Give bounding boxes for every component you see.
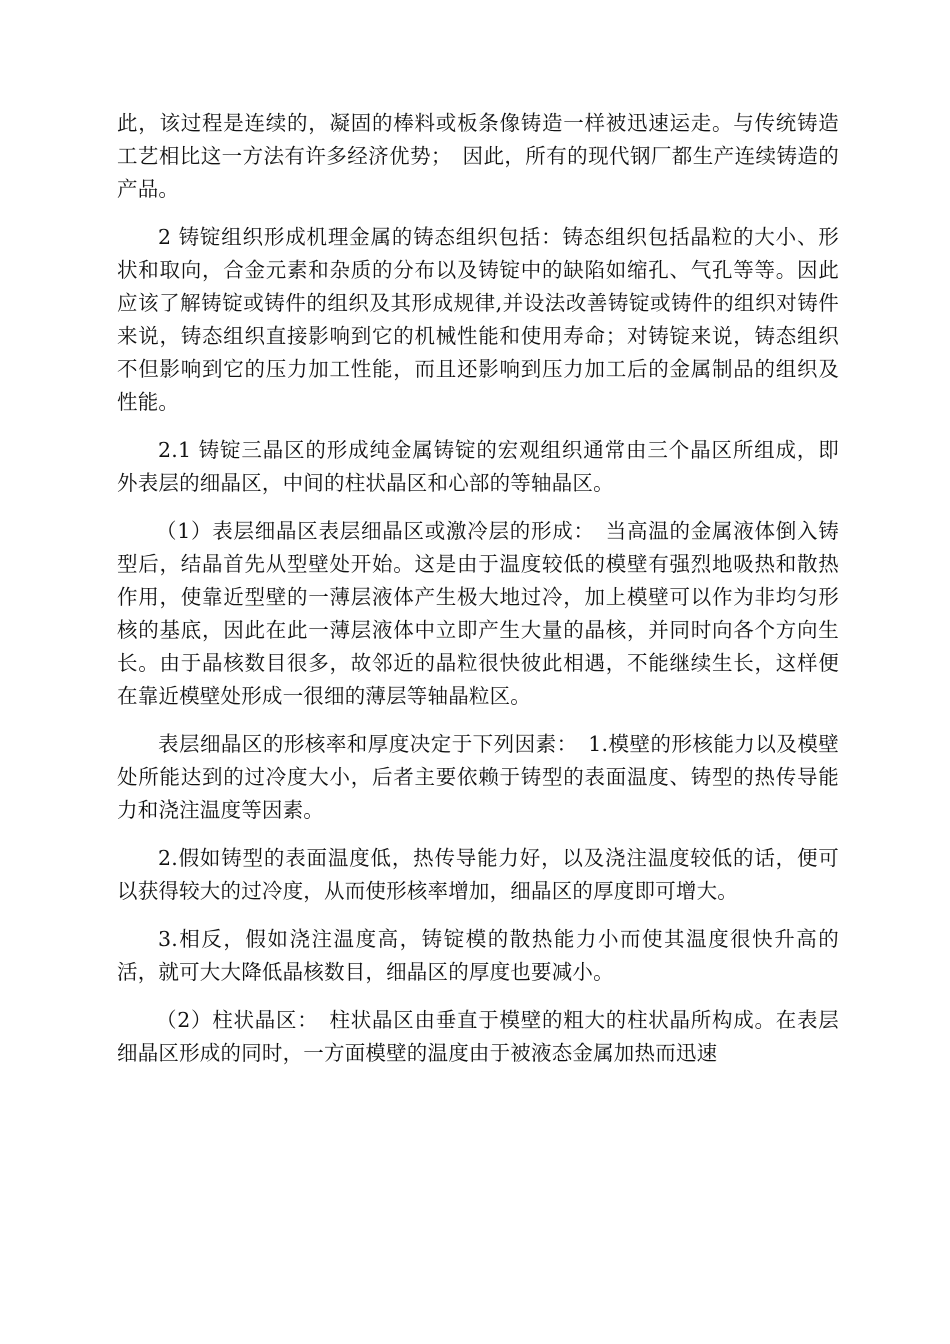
paragraph-ingot-structure: 2 铸锭组织形成机理金属的铸态组织包括：铸态组织包括晶粒的大小、形状和取向，合金元素和杂质的分布以及铸锭中的缺陷如缩孔、气孔等等。因此应该了解铸锭或铸件的组织及其形成规律,并设法改善铸锭或铸件的组织对铸件来说，铸态组织直接影响到它的机械性能和使用寿命；对铸锭来说，铸态组织不但影响到它的压力加工性能，而且还影响到压力加工后的金属制品的组织及性能。 [117, 225, 839, 414]
paragraph-three-zones: 2.1 铸锭三晶区的形成纯金属铸锭的宏观组织通常由三个晶区所组成，即外表层的细晶区，中间的柱状晶区和心部的等轴晶区。 [117, 438, 839, 495]
paragraph-factor-2: 2.假如铸型的表面温度低，热传导能力好，以及浇注温度较低的话，便可以获得较大的过冷度，从而使形核率增加，细晶区的厚度即可增大。 [117, 846, 839, 903]
paragraph-surface-fine-zone: （1）表层细晶区表层细晶区或激冷层的形成： 当高温的金属液体倒入铸型后，结晶首先从型壁处开始。这是由于温度较低的模壁有强烈地吸热和散热作用，使靠近型壁的一薄层液体产生极大地过冷，加上模壁可以作为非均匀形核的基底，因此在此一薄层液体中立即产生大量的晶核，并同时向各个方向生长。由于晶核数目很多，故邻近的晶粒很快彼此相遇，不能继续生长，这样便在靠近模壁处形成一很细的薄层等轴晶粒区。 [117, 519, 839, 708]
paragraph-continuous-casting: 此，该过程是连续的，凝固的棒料或板条像铸造一样被迅速运走。与传统铸造工艺相比这一方法有许多经济优势； 因此，所有的现代钢厂都生产连续铸造的产品。 [117, 111, 839, 201]
paragraph-factor-3: 3.相反，假如浇注温度高，铸锭模的散热能力小而使其温度很快升高的活，就可大大降低晶核数目，细晶区的厚度也要减小。 [117, 927, 839, 984]
paragraph-columnar-zone: （2）柱状晶区： 柱状晶区由垂直于模壁的粗大的柱状晶所构成。在表层细晶区形成的同时，一方面模壁的温度由于被液态金属加热而迅速 [117, 1008, 839, 1065]
paragraph-nucleation-factors: 表层细晶区的形核率和厚度决定于下列因素： 1.模壁的形核能力以及模壁处所能达到的过冷度大小，后者主要依赖于铸型的表面温度、铸型的热传导能力和浇注温度等因素。 [117, 732, 839, 822]
document-page [117, 107, 839, 1085]
